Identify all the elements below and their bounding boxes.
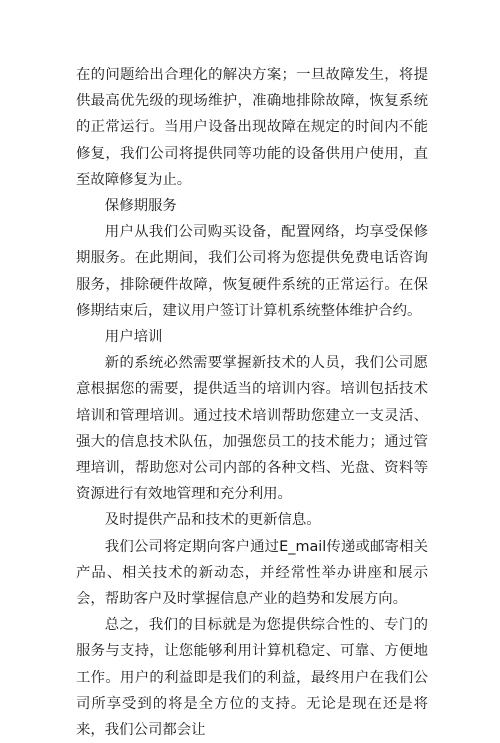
document-body [76, 62, 428, 743]
paragraph-update-info: 我们公司将定期向客户通过E_mail传递或邮寄相关产品、相关技术的新动态，并经常性举办讲座和展示会，帮助客户及时掌握信息产业的趋势和发展方向。 [76, 538, 428, 608]
paragraph-warranty-service: 用户从我们公司购买设备，配置网络，均享受保修期服务。在此期间，我们公司将为您提供免费电话咨询服务，排除硬件故障，恢复硬件系统的正常运行。在保修期结束后，建议用户签订计算机系统整体维护合约。 [76, 224, 428, 319]
section-heading-update-info: 及时提供产品和技术的更新信息。 [104, 512, 321, 529]
paragraph-user-training: 新的系统必然需要掌握新技术的人员，我们公司愿意根据您的需要，提供适当的培训内容。培训包括技术培训和管理培训。通过技术培训帮助您建立一支灵活、强大的信息技术队伍，加强您员工的技术能力；通过管理培训，帮助您对公司内部的各种文档、光盘、资料等资源进行有效地管理和充分利用。 [76, 355, 428, 503]
section-heading-warranty-service: 保修期服务 [104, 198, 177, 215]
section-heading-user-training: 用户培训 [104, 329, 163, 346]
paragraph-summary: 总之，我们的目标就是为您提供综合性的、专门的服务与支持，让您能够利用计算机稳定、可靠、方便地工作。用户的利益即是我们的利益，最终用户在我们公司所享受到的将是全方位的支持。无论是现在还是将来，我们公司都会让 [76, 617, 428, 739]
paragraph-continuation: 在的问题给出合理化的解决方案；一旦故障发生，将提供最高优先级的现场维护，准确地排除故障，恢复系统的正常运行。当用户设备出现故障在规定的时间内不能修复，我们公司将提供同等功能的设备供用户使用，直至故障修复为止。 [76, 67, 428, 188]
